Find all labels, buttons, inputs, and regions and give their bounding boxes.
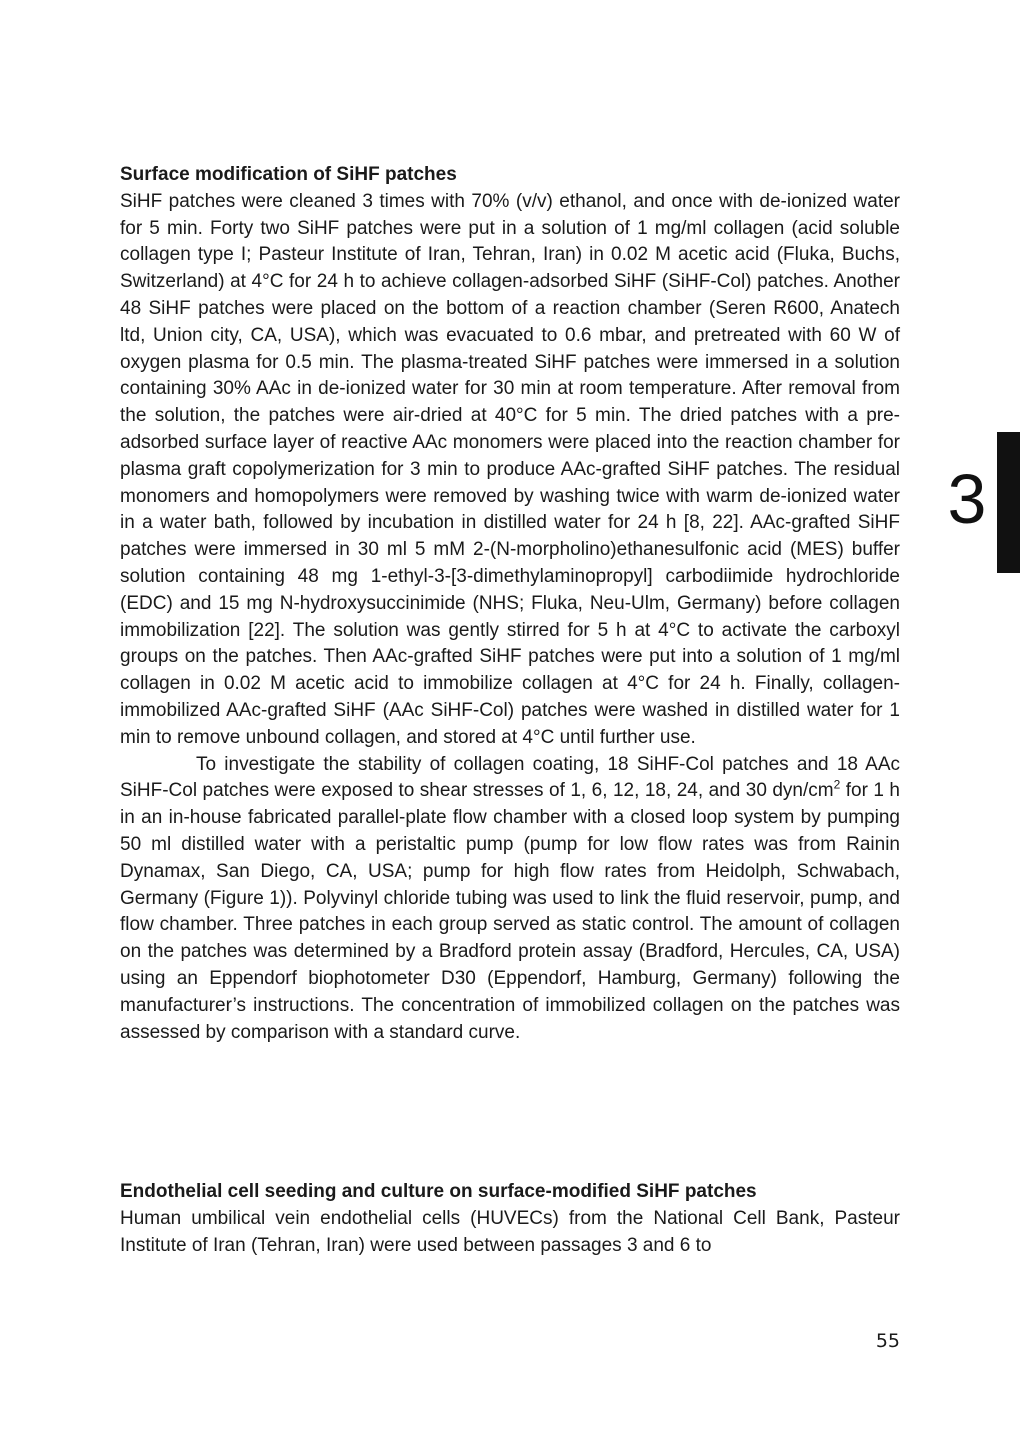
chapter-tab-marker bbox=[997, 432, 1020, 573]
section-heading: Endothelial cell seeding and culture on surface-modified SiHF patches bbox=[120, 1181, 757, 1202]
text-run: To investigate the stability of collagen coating, 18 SiHF-Col patches and 18 AAc SiHF-Col patches were exposed to shear stresses of 1, 6, 12, 18, 24, and 30 dyn/cm bbox=[120, 753, 900, 802]
paragraph bbox=[120, 752, 900, 1047]
text-run: for 1 h in an in-house fabricated parallel-plate flow chamber with a closed loop system by pumping 50 ml distilled water with a peristaltic pump (pump for low flow rates was from Rainin Dynamax, San Diego, CA, USA; pump for high flow rates from Heidolph, Schwabach, Germany (Figure 1)). Polyvinyl chloride tubing was used to link the fluid reservoir, pump, and flow chamber. Three patches in each group served as static control. The amount of collagen on the patches was determined by a Bradford protein assay (Bradford, Hercules, CA, USA) using an Eppendorf biophotometer D30 (Eppendorf, Hamburg, Germany) following the manufacturer’s instructions. The concentration of immobilized collagen on the patches was assessed by comparison with a standard curve. bbox=[120, 780, 900, 1043]
chapter-number: 3 bbox=[947, 460, 987, 538]
section-surface-modification bbox=[120, 162, 900, 1046]
superscript: 2 bbox=[833, 778, 841, 792]
paragraph: SiHF patches were cleaned 3 times with 70% (v/v) ethanol, and once with de-ionized water for 5 min. Forty two SiHF patches were put in a solution of 1 mg/ml collagen (acid soluble collagen type I; Pasteur Institute of Iran, Tehran, Iran) in 0.02 M acetic acid (Fluka, Buchs, Switzerland) at 4°C for 24 h to achieve collagen-adsorbed SiHF (SiHF-Col) patches. Another 48 SiHF patches were placed on the bottom of a reaction chamber (Seren R600, Anatech ltd, Union city, CA, USA), which was evacuated to 0.6 mbar, and pretreated with 60 W of oxygen plasma for 0.5 min. The plasma-treated SiHF patches were immersed in a solution containing 30% AAc in de-ionized water for 30 min at room temperature. After removal from the solution, the patches were air-dried at 40°C for 5 min. The dried patches with a pre-adsorbed surface layer of reactive AAc monomers were placed into the reaction chamber for plasma graft copolymerization for 3 min to produce AAc-grafted SiHF patches. The residual monomers and homopolymers were removed by washing twice with warm de-ionized water in a water bath, followed by incubation in distilled water for 24 h [8, 22]. AAc-grafted SiHF patches were immersed in 30 ml 5 mM 2-(N-morpholino)ethanesulfonic acid (MES) buffer solution containing 48 mg 1-ethyl-3-[3-dimethylaminopropyl] carbodiimide hydrochloride (EDC) and 15 mg N-hydroxysuccinimide (NHS; Fluka, Neu-Ulm, Germany) before collagen immobilization [22]. The solution was gently stirred for 5 h at 4°C to activate the carboxyl groups on the patches. Then AAc-grafted SiHF patches were put into a solution of 1 mg/ml collagen in 0.02 M acetic acid to immobilize collagen at 4°C for 24 h. Finally, collagen-immobilized AAc-grafted SiHF (AAc SiHF-Col) patches were washed in distilled water for 1 min to remove unbound collagen, and stored at 4°C until further use. bbox=[120, 190, 900, 748]
paragraph: Human umbilical vein endothelial cells (HUVECs) from the National Cell Bank, Pasteur Institute of Iran (Tehran, Iran) were used between passages 3 and 6 to bbox=[120, 1207, 900, 1256]
section-endothelial-seeding bbox=[120, 1179, 900, 1259]
section-heading: Surface modification of SiHF patches bbox=[120, 164, 457, 185]
page-number: 55 bbox=[875, 1330, 900, 1352]
